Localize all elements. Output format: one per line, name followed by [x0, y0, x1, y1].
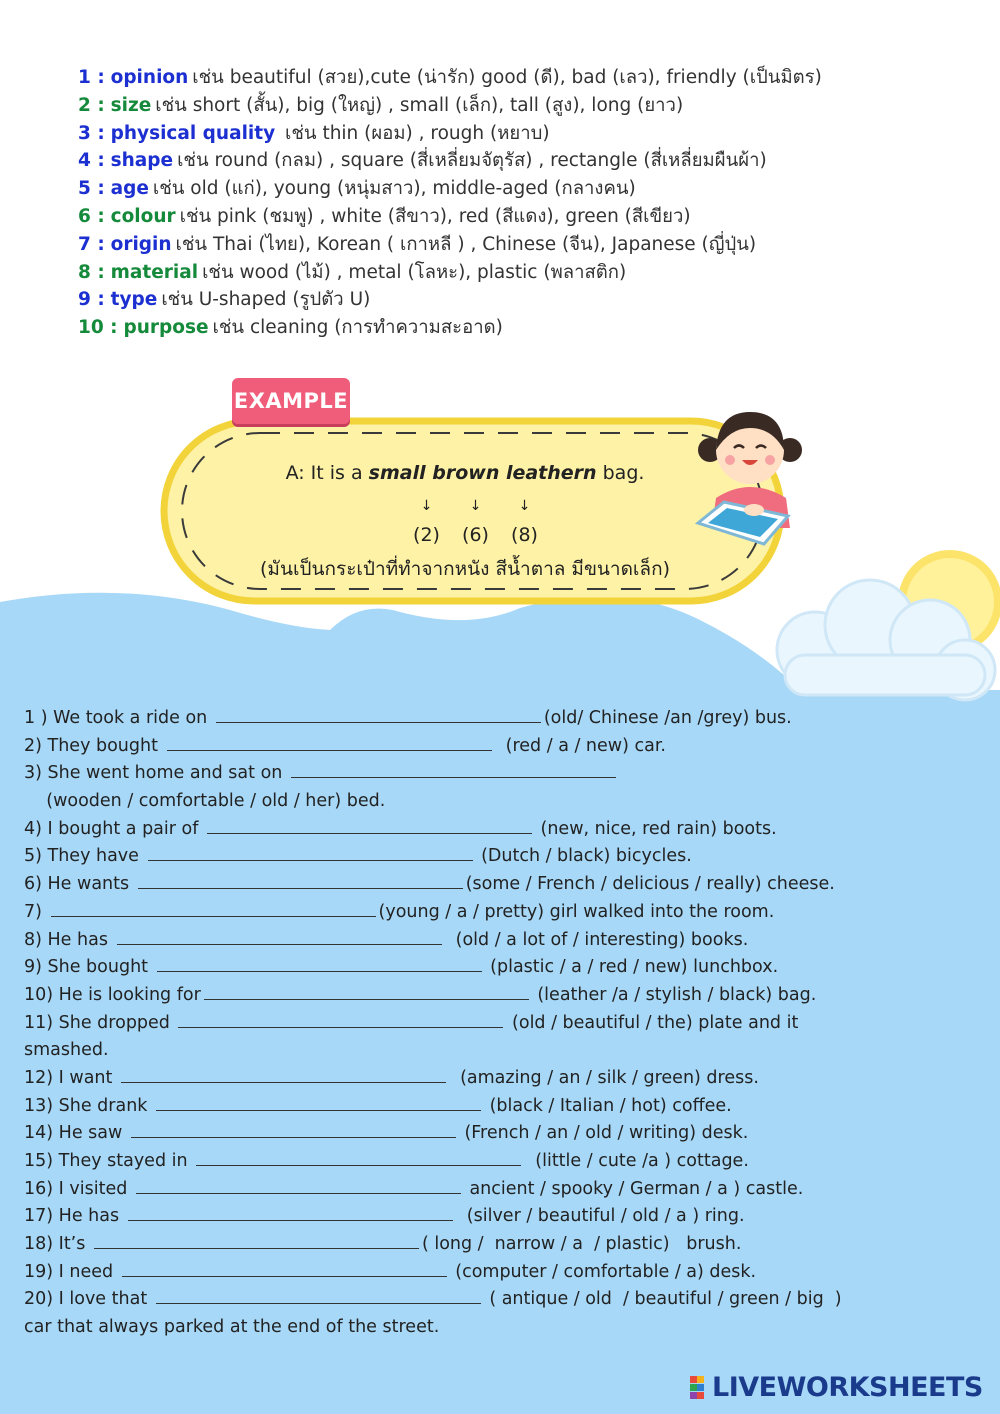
- order-examples: เช่น round (กลม) , square (สี่เหลี่ยมจัตุรัส) , rectangle (สี่เหลี่ยมผืนผ้า): [177, 150, 767, 172]
- liveworksheets-logo-icon: [690, 1376, 712, 1400]
- order-number: 4 :: [78, 150, 105, 172]
- order-number: 3 :: [78, 122, 105, 144]
- adjective-order-item: [78, 92, 978, 120]
- adjective-order-item: [78, 175, 978, 203]
- exercise-text-after: (little / cute /a ) cottage.: [524, 1151, 749, 1171]
- adjective-order-item: [78, 64, 978, 92]
- exercise-text-after: (silver / beautiful / old / a ) ring.: [455, 1206, 745, 1227]
- exercise-text-before: 10) He is looking for: [24, 984, 201, 1005]
- order-category: physical quality: [110, 122, 276, 144]
- answer-blank[interactable]: [148, 846, 473, 861]
- order-number: 7 :: [78, 233, 105, 255]
- exercise-text-before: 2) They bought: [24, 735, 164, 756]
- liveworksheets-logo: [690, 1372, 983, 1403]
- adjective-order-item: [78, 203, 978, 231]
- exercise-text-after: (old/ Chinese /an /grey) bus.: [543, 708, 792, 728]
- exercise-text-after: (old / beautiful / the) plate and it: [506, 1012, 799, 1033]
- adjective-order-item: [78, 147, 978, 175]
- example-arrows: [402, 498, 549, 514]
- example-sentence-prefix: A: It is a: [285, 462, 369, 484]
- order-examples: เช่น wood (ไม้) , metal (โลหะ), plastic (พลาสติก): [202, 261, 627, 283]
- exercise-text-after: ( antique / old / beautiful / green / big ): [483, 1289, 842, 1310]
- order-number: 1 :: [78, 67, 105, 88]
- example-order-number: (8): [511, 524, 538, 546]
- exercise-text-before: 6) He wants: [24, 874, 135, 895]
- exercise-text-before: 3) She went home and sat on: [24, 763, 288, 784]
- adjective-order-list: [78, 64, 978, 342]
- exercise-line: [24, 1259, 984, 1287]
- exercise-text-before: 18) It’s: [24, 1234, 91, 1255]
- exercise-line: [24, 816, 984, 844]
- adjective-order-item: [78, 314, 978, 342]
- exercise-line: [24, 705, 984, 733]
- example-sentence-adjectives: small brown leathern: [368, 462, 597, 484]
- answer-blank[interactable]: [207, 819, 532, 834]
- example-order-numbers: [402, 524, 549, 546]
- exercise-line: [24, 733, 984, 761]
- answer-blank[interactable]: [204, 985, 529, 1000]
- answer-blank[interactable]: [178, 1013, 503, 1028]
- example-order-number: (2): [413, 524, 440, 546]
- answer-blank[interactable]: [167, 736, 492, 751]
- exercise-line: [24, 843, 984, 871]
- answer-blank[interactable]: [136, 1179, 461, 1194]
- exercise-line: [24, 1176, 984, 1204]
- exercise-line: [24, 1148, 984, 1176]
- exercise-line: [24, 1314, 984, 1342]
- adjective-order-item: [78, 231, 978, 259]
- exercise-text-after: (some / French / delicious / really) cheese.: [465, 874, 835, 895]
- answer-blank[interactable]: [94, 1234, 419, 1249]
- order-category: origin: [110, 233, 172, 255]
- exercise-text-before: 5) They have: [24, 846, 145, 867]
- exercise-text-after: (leather /a / stylish / black) bag.: [531, 984, 817, 1005]
- arrow-down-icon: ↓: [469, 498, 482, 514]
- order-category: type: [110, 289, 158, 311]
- order-examples: เช่น thin (ผอม) , rough (หยาบ): [279, 122, 550, 144]
- exercise-text-after: (red / a / new) car.: [494, 735, 666, 756]
- order-examples: เช่น cleaning (การทำความสะอาด): [212, 317, 503, 339]
- arrow-down-icon: ↓: [420, 498, 433, 514]
- exercise-text-after: ancient / spooky / German / a ) castle.: [463, 1178, 804, 1199]
- order-category: material: [110, 261, 199, 283]
- exercise-text-before: 13) She drank: [24, 1095, 154, 1116]
- exercise-text-after: (computer / comfortable / a) desk.: [449, 1261, 757, 1282]
- answer-blank[interactable]: [131, 1123, 456, 1138]
- exercise-text-after: (new, nice, red rain) boots.: [534, 818, 777, 839]
- exercise-line: [24, 899, 984, 927]
- order-number: 8 :: [78, 261, 105, 283]
- liveworksheets-logo-text: LIVEWORKSHEETS: [712, 1372, 983, 1403]
- exercise-text-after: (young / a / pretty) girl walked into the room.: [378, 901, 775, 922]
- order-examples: เช่น old (แก่), young (หนุ่มสาว), middle-aged (กลางคน): [152, 178, 636, 200]
- exercise-line: [24, 1093, 984, 1121]
- exercise-text-before: 4) I bought a pair of: [24, 818, 204, 839]
- exercise-text-before: 1 ) We took a ride on: [24, 708, 213, 728]
- order-examples: เช่น Thai (ไทย), Korean ( เกาหลี ) , Chinese (จีน), Japanese (ญี่ปุ่น): [175, 233, 757, 255]
- exercise-text-before: 15) They stayed in: [24, 1151, 194, 1171]
- answer-blank[interactable]: [121, 1068, 446, 1083]
- exercise-text-before: 17) He has: [24, 1206, 125, 1227]
- adjective-order-item: [78, 286, 978, 314]
- exercise-line: [24, 954, 984, 982]
- exercise-text-before: 8) He has: [24, 929, 114, 950]
- exercise-line: [24, 760, 984, 788]
- exercise-text-after: (French / an / old / writing) desk.: [458, 1123, 749, 1144]
- exercise-text-after: (Dutch / black) bicycles.: [475, 846, 692, 867]
- exercise-text-before: 16) I visited: [24, 1178, 133, 1199]
- adjective-order-item: [78, 120, 978, 148]
- order-category: opinion: [110, 67, 189, 88]
- exercise-text-after: (black / Italian / hot) coffee.: [484, 1095, 732, 1116]
- exercise-text-before: car that always parked at the end of the street.: [24, 1317, 440, 1338]
- exercise-text-after: (amazing / an / silk / green) dress.: [448, 1067, 759, 1088]
- exercise-text-after: (plastic / a / red / new) lunchbox.: [484, 957, 779, 978]
- adjective-order-item: [78, 259, 978, 287]
- order-category: purpose: [123, 317, 209, 339]
- order-examples: เช่น pink (ชมพู) , white (สีขาว), red (สีแดง), green (สีเขียว): [179, 205, 691, 227]
- exercise-line: [24, 1010, 984, 1038]
- example-translation: (มันเป็นกระเป๋าที่ทำจากหนัง สีน้ำตาล มีขนาดเล็ก): [260, 558, 670, 580]
- exercise-text-before: 9) She bought: [24, 957, 154, 978]
- order-category: colour: [110, 205, 176, 227]
- exercise-list: [24, 705, 984, 1342]
- order-number: 10 :: [78, 317, 118, 339]
- answer-blank[interactable]: [216, 708, 541, 723]
- answer-blank[interactable]: [156, 1289, 481, 1304]
- order-number: 6 :: [78, 205, 105, 227]
- order-number: 9 :: [78, 289, 105, 311]
- order-examples: เช่น U-shaped (รูปตัว U): [161, 289, 371, 311]
- example-sentence: [160, 462, 770, 484]
- exercise-line: [24, 1037, 984, 1065]
- example-order-number: (6): [462, 524, 489, 546]
- answer-blank[interactable]: [291, 763, 616, 778]
- answer-blank[interactable]: [138, 874, 463, 889]
- arrow-down-icon: ↓: [518, 498, 531, 514]
- exercise-text-before: 7): [24, 901, 48, 922]
- order-examples: เช่น short (สั้น), big (ใหญ่) , small (เล็ก), tall (สูง), long (ยาว): [155, 94, 684, 116]
- order-category: age: [110, 178, 149, 200]
- exercise-text-after: ( long / narrow / a / plastic) brush.: [421, 1234, 742, 1255]
- exercise-text-before: smashed.: [24, 1040, 109, 1061]
- answer-blank[interactable]: [117, 930, 442, 945]
- example-tag: EXAMPLE: [232, 378, 350, 424]
- exercise-text-before: 19) I need: [24, 1261, 119, 1282]
- exercise-text-after: (old / a lot of / interesting) books.: [444, 929, 749, 950]
- exercise-text-before: 12) I want: [24, 1067, 118, 1088]
- exercise-line: [24, 788, 984, 816]
- order-number: 2 :: [78, 94, 105, 116]
- exercise-line: [24, 1286, 984, 1314]
- exercise-text-before: 11) She dropped: [24, 1012, 176, 1033]
- example-sentence-suffix: bag.: [596, 462, 645, 484]
- answer-blank[interactable]: [156, 1096, 481, 1111]
- order-category: shape: [110, 150, 174, 172]
- exercise-text-before: 14) He saw: [24, 1123, 128, 1144]
- exercise-line: [24, 1065, 984, 1093]
- exercise-text-before: (wooden / comfortable / old / her) bed.: [24, 791, 386, 812]
- exercise-line: [24, 1231, 984, 1259]
- order-number: 5 :: [78, 178, 105, 200]
- answer-blank[interactable]: [157, 957, 482, 972]
- exercise-text-before: 20) I love that: [24, 1289, 153, 1310]
- exercise-line: [24, 1120, 984, 1148]
- exercise-line: [24, 871, 984, 899]
- girl-with-tablet-icon: [694, 398, 804, 548]
- order-examples: เช่น beautiful (สวย),cute (น่ารัก) good (ดี), bad (เลว), friendly (เป็นมิตร): [192, 67, 822, 88]
- exercise-line: [24, 1203, 984, 1231]
- answer-blank[interactable]: [128, 1206, 453, 1221]
- order-category: size: [110, 94, 152, 116]
- answer-blank[interactable]: [196, 1151, 521, 1166]
- exercise-line: [24, 982, 984, 1010]
- answer-blank[interactable]: [122, 1262, 447, 1277]
- answer-blank[interactable]: [51, 902, 376, 917]
- exercise-line: [24, 927, 984, 955]
